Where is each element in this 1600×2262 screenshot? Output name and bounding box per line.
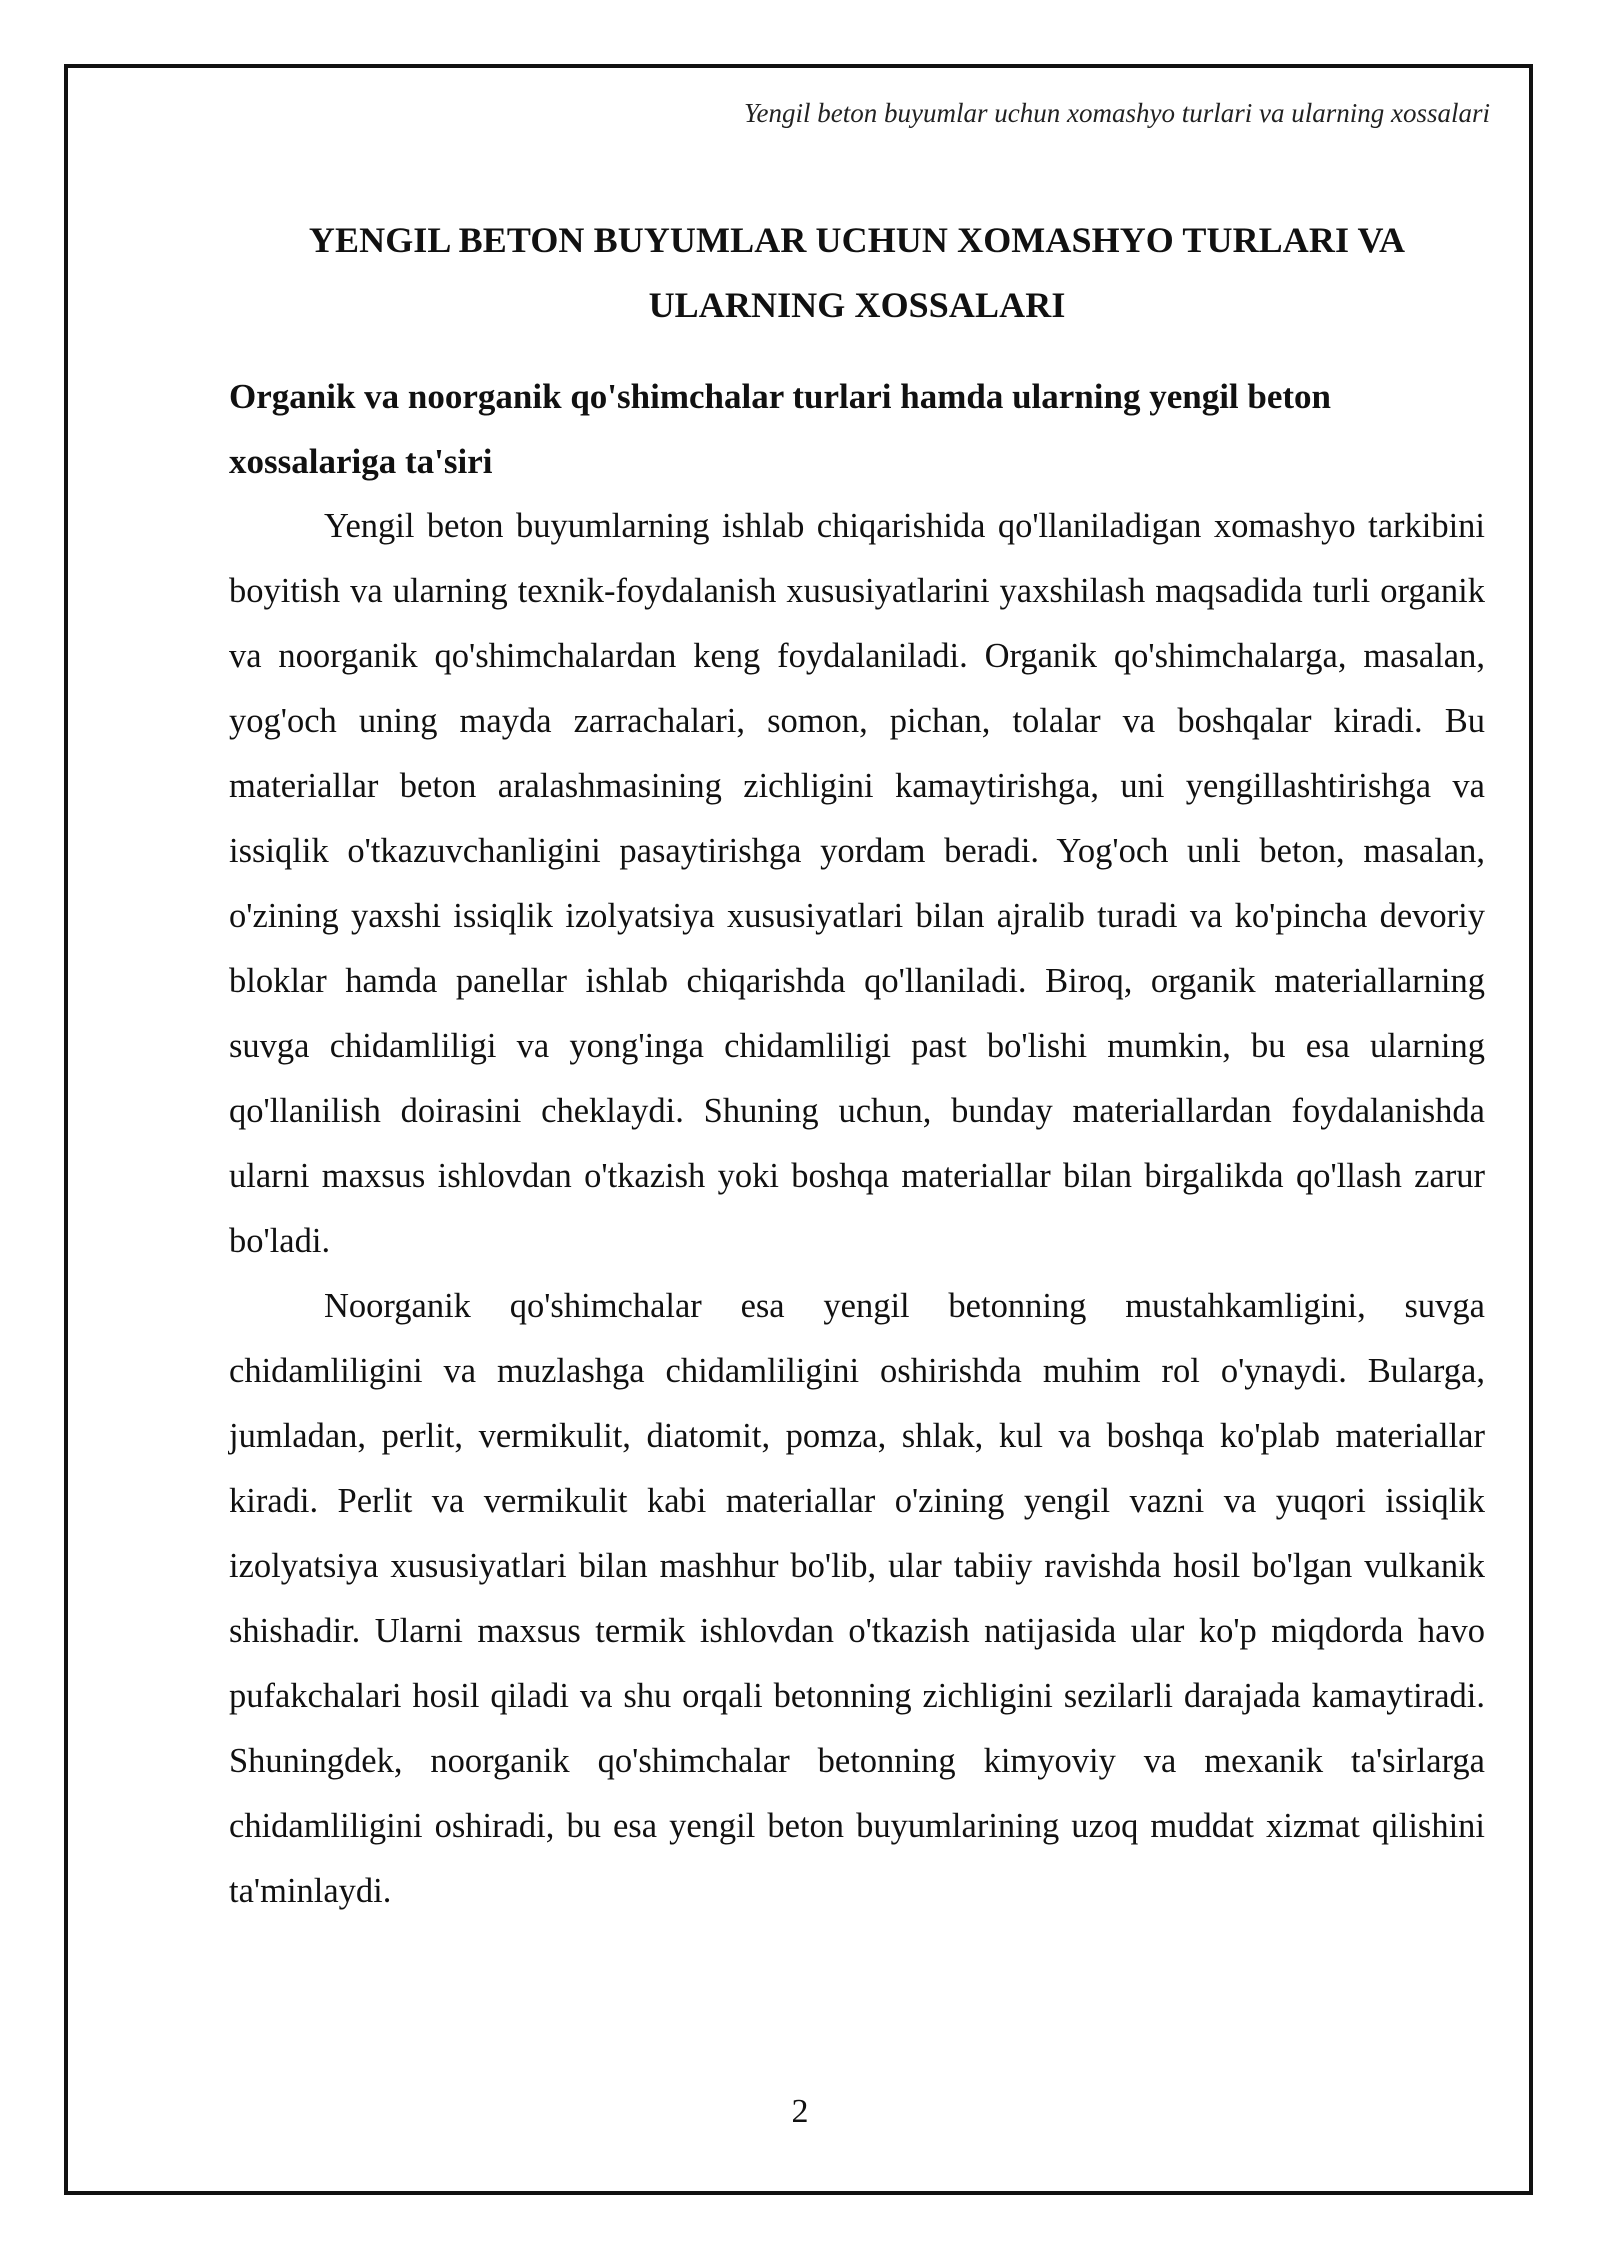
document-body bbox=[229, 208, 1485, 1924]
section-heading: Organik va noorganik qo'shimchalar turlari hamda ularning yengil beton xossalariga ta'siri bbox=[229, 377, 1332, 481]
paragraph-2: Noorganik qo'shimchalar esa yengil betonning mustahkamligini, suvga chidamliligini va muzlashga chidamliligini oshirishda muhim rol o'ynaydi. Bularga, jumladan, perlit, vermikulit, diatomit, pomza, shlak, kul va boshqa ko'plab materiallar kiradi. Perlit va vermikulit kabi materiallar o'zining yengil vazni va yuqori issiqlik izolyatsiya xususiyatlari bilan mashhur bo'lib, ular tabiiy ravishda hosil bo'lgan vulkanik shishadir. Ularni maxsus termik ishlovdan o'tkazish natijasida ular ko'p miqdorda havo pufakchalari hosil qiladi va shu orqali betonning zichligini sezilarli darajada kamaytiradi. Shuningdek, noorganik qo'shimchalar betonning kimyoviy va mexanik ta'sirlarga chidamliligini oshiradi, bu esa yengil beton buyumlarining uzoq muddat xizmat qilishini ta'minlaydi. bbox=[229, 1287, 1485, 1910]
document-title bbox=[229, 208, 1485, 338]
page-number: 2 bbox=[791, 2093, 809, 2130]
document-title-line-1: YENGIL BETON BUYUMLAR UCHUN XOMASHYO TURLARI VA bbox=[308, 220, 1406, 260]
document-title-line-2: ULARNING XOSSALARI bbox=[648, 285, 1066, 325]
running-header: Yengil beton buyumlar uchun xomashyo turlari va ularning xossalari bbox=[744, 98, 1490, 128]
paragraph-1: Yengil beton buyumlarning ishlab chiqarishida qo'llaniladigan xomashyo tarkibini boyitish va ularning texnik-foydalanish xususiyatlarini yaxshilash maqsadida turli organik va noorganik qo'shimchalardan keng foydalaniladi. Organik qo'shimchalarga, masalan, yog'och uning mayda zarrachalari, somon, pichan, tolalar va boshqalar kiradi. Bu materiallar beton aralashmasining zichligini kamaytirishga, uni yengillashtirishga va issiqlik o'tkazuvchanligini pasaytirishga yordam beradi. Yog'och unli beton, masalan, o'zining yaxshi issiqlik izolyatsiya xususiyatlari bilan ajralib turadi va ko'pincha devoriy bloklar hamda panellar ishlab chiqarishda qo'llaniladi. Biroq, organik materiallarning suvga chidamliligi va yong'inga chidamliligi past bo'lishi mumkin, bu esa ularning qo'llanilish doirasini cheklaydi. Shuning uchun, bunday materiallardan foydalanishda ularni maxsus ishlovdan o'tkazish yoki boshqa materiallar bilan birgalikda qo'llash zarur bo'ladi. bbox=[229, 507, 1485, 1260]
